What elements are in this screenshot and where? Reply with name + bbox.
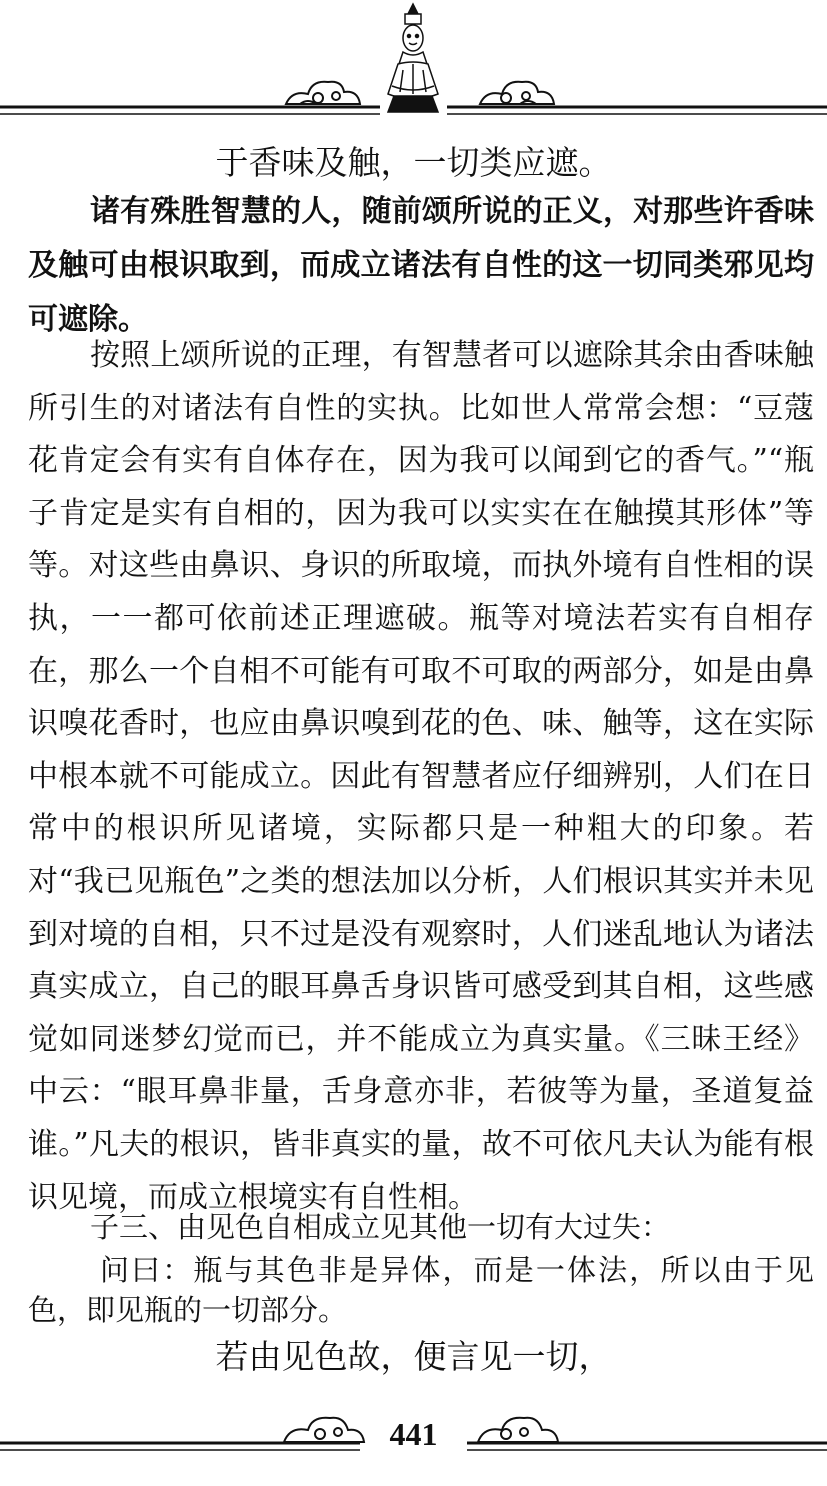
right-cloud-icon	[480, 82, 554, 104]
explanation-paragraph: 按照上颂所说的正理，有智慧者可以遮除其余由香味触所引生的对诸法有自性的实执。比如世人常常会想：“豆蔻花肯定会有实有自体存在，因为我可以闻到它的香气。”“瓶子肯定是实有自相的，因为我可以实实在在触摸其形体”等等。对这些由鼻识、身识的所取境，而执外境有自性相的误执，一一都可依前述正理遮破。瓶等对境法若实有自相存在，那么一个自相不可能有可取不可取的两部分，如是由鼻识嗅花香时，也应由鼻识嗅到花的色、味、触等，这在实际中根本就不可能成立。因此有智慧者应仔细辨别，人们在日常中的根识所见诸境，实际都只是一种粗大的印象。若对“我已见瓶色”之类的想法加以分析，人们根识其实并未见到对境的自相，只不过是没有观察时，人们迷乱地认为诸法真实成立，自己的眼耳鼻舌身识皆可感受到其自相，这些感觉如同迷梦幻觉而已，并不能成立为真实量。《三昧王经》中云：“眼耳鼻非量，舌身意亦非，若彼等为量，圣道复益谁。”凡夫的根识，皆非真实的量，故不可依凡夫认为能有根识见境，而成立根境实有自性相。	[28, 338, 814, 1215]
header-ornament	[0, 0, 827, 130]
section-heading: 子三、由见色自相成立见其他一切有大过失：	[90, 1210, 671, 1244]
verse-bottom: 若由见色故，便言见一切，	[215, 1337, 612, 1376]
deity-bell-icon	[388, 4, 438, 112]
left-cloud-icon	[286, 82, 360, 104]
verse-top: 于香味及触，一切类应遮。	[215, 143, 612, 182]
question-paragraph: 问曰：瓶与其色非是异体，而是一体法，所以由于见色，即见瓶的一切部分。	[28, 1253, 814, 1327]
page-number: 441	[389, 1416, 438, 1452]
commentary-paragraph: 诸有殊胜智慧的人，随前颂所说的正义，对那些许香味及触可由根识取到，而成立诸法有自性的这一切同类邪见均可遮除。	[28, 194, 814, 337]
